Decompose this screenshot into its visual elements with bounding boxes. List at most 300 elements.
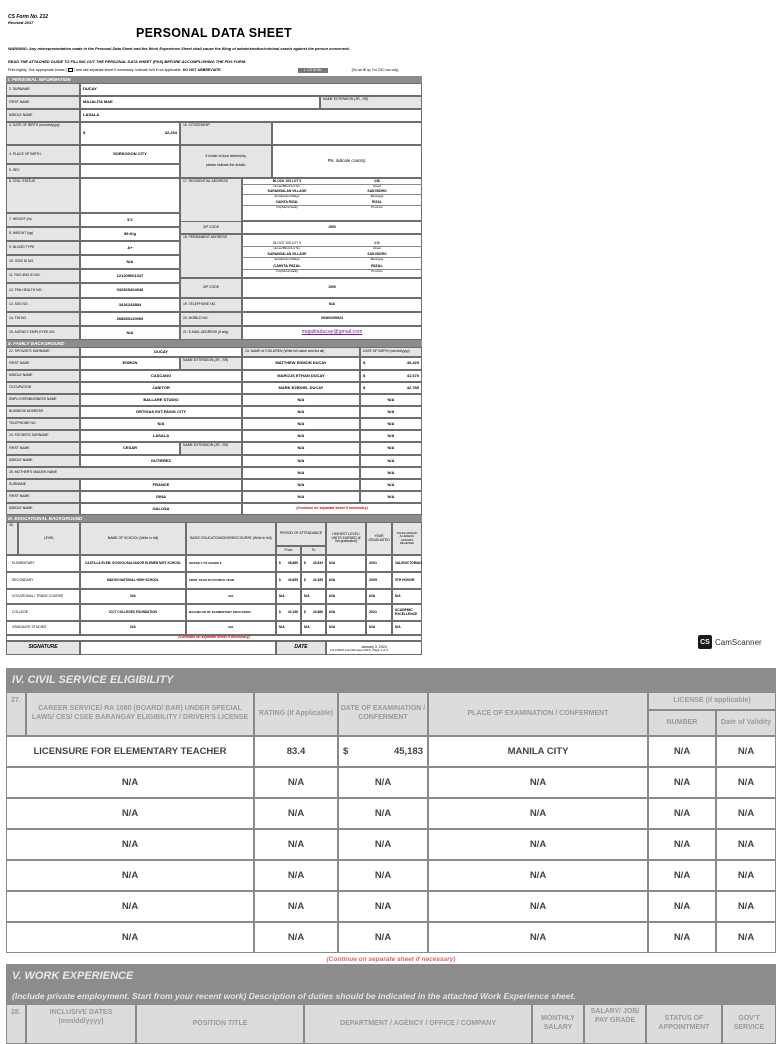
country-field[interactable]: Pls. indicate country:: [272, 145, 422, 178]
business-address-label: BUSINESS ADDRESS: [6, 406, 80, 418]
edu-date-value: 42,156: [287, 609, 298, 614]
cs-id-label: 1. CS ID No.: [298, 68, 328, 73]
edu-school-field[interactable]: ICCT COLLEGES FOUNDATION: [80, 604, 186, 621]
edu-honors-field[interactable]: ACADEMIC EXCELLENCE: [392, 604, 422, 621]
edu-date-currency: $: [304, 577, 306, 582]
edu-highest-field[interactable]: N/A: [326, 555, 366, 572]
father-middlename-field[interactable]: GUTIEREZ: [80, 455, 242, 467]
dual-note-1: If holder of dual citizenship,: [205, 154, 247, 159]
cse-number-field[interactable]: N/A: [648, 891, 716, 922]
cse-license-header: LICENSE (if applicable): [648, 692, 776, 710]
cse-number-header: NUMBER: [648, 710, 716, 736]
cse-place-field[interactable]: N/A: [428, 767, 648, 798]
cse-date-field[interactable]: [338, 767, 428, 798]
gsis-field[interactable]: N/A: [80, 255, 180, 269]
edu-school-field[interactable]: N/A: [80, 621, 186, 635]
child-name-field[interactable]: N/A: [242, 394, 360, 406]
work-salary-header: MONTHLY SALARY: [532, 1004, 584, 1044]
res-zip-field[interactable]: 1900: [242, 221, 422, 234]
spouse-firstname-label: FIRST NAME: [6, 357, 80, 370]
work-dept-header: DEPARTMENT / AGENCY / OFFICE / COMPANY: [304, 1004, 532, 1044]
father-surname-field[interactable]: LASALA: [80, 430, 242, 442]
spouse-telephone-field[interactable]: N/A: [80, 418, 242, 430]
edu-school-field[interactable]: CASTILLA ELEM. SCHOOL/SALVADOR ELEMENTARY SCHOOL: [80, 555, 186, 572]
cse-career-field[interactable]: N/A: [6, 829, 254, 860]
edu-year-field[interactable]: 2005: [366, 572, 392, 589]
mother-firstname-field[interactable]: GINA: [80, 491, 242, 503]
father-middlename-label: MIDDLE NAME: [6, 455, 80, 467]
print-note-2: ) and use separate sheet if necessary. Indicate N/A if not applicable.: [73, 68, 182, 72]
cse-career-field[interactable]: N/A: [6, 922, 254, 953]
weight-label: 8. WEIGHT (kg): [6, 227, 80, 241]
edu-period-header: PERIOD OF ATTENDANCE: [276, 522, 326, 546]
cse-place-field[interactable]: N/A: [428, 891, 648, 922]
edu-level-label: COLLEGE: [6, 604, 80, 621]
children-label: 23. NAME of CHILDREN (Write full name and list all): [242, 347, 360, 357]
perm-province-label: Province: [332, 269, 422, 273]
cse-validity-field[interactable]: N/A: [716, 767, 776, 798]
child-dob-field[interactable]: [360, 479, 422, 491]
cse-validity-field[interactable]: N/A: [716, 891, 776, 922]
cse-place-field[interactable]: N/A: [428, 798, 648, 829]
date-label: DATE: [276, 641, 326, 655]
perm-subdivision-label: Subdivision/Village: [242, 257, 332, 261]
cse-place-field[interactable]: MANILA CITY: [428, 736, 648, 767]
perm-zip-label: ZIP CODE: [180, 278, 242, 298]
child-name-field[interactable]: N/A: [242, 467, 360, 479]
employer-field[interactable]: BALLARE STUDIO: [80, 394, 242, 406]
mobile-field[interactable]: 09360295924: [242, 312, 422, 326]
cse-career-header: CAREER SERVICE/ RA 1080 (BOARD/ BAR) UNDER SPECIAL LAWS/ CES/ CSEE BARANGAY ELIGIBILITY / DRIVER'S LICENSE: [26, 692, 254, 736]
tick-box-icon: [68, 68, 73, 72]
cs-use-note: (Do not fill up. For CSC use only): [351, 68, 399, 72]
philhealth-label: 12. PHILHEALTH NO.: [6, 283, 80, 298]
cse-rating-field[interactable]: N/A: [254, 829, 338, 860]
edu-honors-header: SCHOLARSHIP/ ACADEMIC HONORS RECEIVED: [392, 522, 422, 555]
spouse-firstname-field[interactable]: EDMON: [80, 357, 180, 370]
date-field[interactable]: January 3, 2024: [326, 641, 422, 655]
family-continue-note: (Continue on separate sheet if necessary): [242, 503, 422, 515]
cse-career-field[interactable]: N/A: [6, 891, 254, 922]
edu-year-field[interactable]: 2001: [366, 555, 392, 572]
cse-place-header: PLACE OF EXAMINATION / CONFERMENT: [428, 692, 648, 736]
cse-number-field[interactable]: N/A: [648, 767, 716, 798]
edu-date-currency: $: [279, 560, 281, 565]
telephone-field[interactable]: N/A: [242, 298, 422, 312]
form-code-block: [8, 15, 48, 25]
edu-to-field[interactable]: [301, 621, 326, 635]
child-name-field[interactable]: MARK EZEKIEL DUCAY: [242, 382, 360, 394]
edu-level-header: LEVEL: [18, 522, 80, 555]
philhealth-field[interactable]: 032529204946: [80, 283, 180, 298]
cse-validity-field[interactable]: N/A: [716, 798, 776, 829]
res-subdivision: KARANGALAN VILLAGE: [267, 189, 307, 193]
cse-date-field[interactable]: [338, 922, 428, 953]
work-status-header: STATUS OF APPOINTMENT: [646, 1004, 722, 1044]
occupation-field[interactable]: JANITOR: [80, 382, 242, 394]
res-city: CAINTA RIZAL: [275, 200, 299, 204]
pob-label: 4. PLACE OF BIRTH: [6, 145, 80, 164]
perm-barangay: SAN ISIDRO: [367, 252, 387, 256]
cse-date-field[interactable]: [338, 860, 428, 891]
sss-label: 13. SSS NO.: [6, 298, 80, 312]
cse-number-field[interactable]: N/A: [648, 922, 716, 953]
child-dob-value: N/A: [387, 432, 395, 438]
child-dob-field[interactable]: [360, 394, 422, 406]
cse-date-field[interactable]: [338, 891, 428, 922]
res-house: BLOCK 105 LOT 9: [272, 179, 302, 183]
surname-field[interactable]: DUCAY: [80, 83, 422, 96]
cse-rating-field[interactable]: N/A: [254, 891, 338, 922]
spouse-name-ext-label: NAME EXTENSION (JR., SR): [180, 357, 242, 370]
father-firstname-label: FIRST NAME: [6, 442, 80, 455]
edu-date-currency: $: [304, 609, 306, 614]
warning-text: WARNING: Any misrepresentation made in the Personal Data Sheet and the Work Experience Sheet shall cause the filing of administrative/criminal case/s against the person concerned.: [8, 46, 350, 51]
edu-school-header: NAME OF SCHOOL (Write in full): [80, 522, 186, 555]
cse-number-field[interactable]: N/A: [648, 829, 716, 860]
child-dob-value: N/A: [387, 445, 395, 451]
edu-honors-field[interactable]: 5TH HONOR: [392, 572, 422, 589]
cse-rating-field[interactable]: N/A: [254, 922, 338, 953]
edu-date-value: 43,866: [312, 609, 323, 614]
cse-career-field[interactable]: LICENSURE FOR ELEMENTARY TEACHER: [6, 736, 254, 767]
cse-date-header: DATE OF EXAMINATION / CONFERMENT: [338, 692, 428, 736]
employer-label: EMPLOYER/BUSINESS NAME: [6, 394, 80, 406]
barangay-label: Barangay: [332, 194, 422, 198]
edu-honors-field[interactable]: VALEDICTORIAN: [392, 555, 422, 572]
child-dob-field[interactable]: [360, 418, 422, 430]
spouse-middlename-label: MIDDLE NAME: [6, 370, 80, 382]
civil-status-label: 6. CIVIL STATUS: [6, 178, 80, 213]
cse-rating-field[interactable]: N/A: [254, 798, 338, 829]
child-dob-currency: $: [363, 360, 366, 366]
citizenship-field[interactable]: [272, 122, 422, 145]
edu-level-label: SECONDARY: [6, 572, 80, 589]
name-extension-label: NAME EXTENSION (JR., SR): [320, 96, 422, 109]
section-family-background: II. FAMILY BACKGROUND: [6, 340, 422, 347]
province-label: Province: [332, 205, 422, 209]
edu-course-field[interactable]: GRADE 1 TO GRADE 6: [186, 555, 276, 572]
tin-field[interactable]: 268653120000: [80, 312, 180, 326]
pob-field[interactable]: SORSOGON CITY: [80, 145, 180, 164]
cse-rating-field[interactable]: 83.4: [254, 736, 338, 767]
work-instructions: (Include private employment. Start from your recent work) Description of duties should be indicated in the attached Work Experience sheet.: [6, 988, 776, 1004]
weight-field[interactable]: 58 K/g: [80, 227, 180, 241]
edu-year-field[interactable]: 2021: [366, 604, 392, 621]
child-dob-field[interactable]: [360, 406, 422, 418]
mother-firstname-label: FIRST NAME: [6, 491, 80, 503]
child-name-field[interactable]: N/A: [242, 418, 360, 430]
child-name-field[interactable]: N/A: [242, 479, 360, 491]
edu-from-field[interactable]: [276, 572, 301, 589]
edu-school-field[interactable]: MAYON NATIONAL HIGH SCHOOL: [80, 572, 186, 589]
firstname-field[interactable]: MAJALITA MAE: [80, 96, 320, 109]
city-label: City/Municipality: [242, 205, 332, 209]
cse-rating-field[interactable]: N/A: [254, 767, 338, 798]
permanent-address-lines: [242, 234, 422, 278]
page-title: PERSONAL DATA SHEET: [136, 26, 292, 40]
height-label: 7. HEIGHT (m): [6, 213, 80, 227]
form-footer-code: CS FORM 212 (Revised 2017), Page 1 of 4: [330, 648, 388, 652]
sss-field[interactable]: 3426243884: [80, 298, 180, 312]
residential-address-lines: [242, 178, 422, 221]
perm-subdivision: KARANGALAN VILLAGE: [267, 252, 307, 256]
section-work-experience: V. WORK EXPERIENCE: [6, 964, 776, 988]
cse-validity-field[interactable]: N/A: [716, 736, 776, 767]
edu-date-value: N/A: [304, 593, 310, 598]
child-name-field[interactable]: MARCUS ETHAN DUCAY: [242, 370, 360, 382]
child-name-field[interactable]: MATTHEW EDMON DUCAY: [242, 357, 360, 370]
perm-province: RIZAL: [371, 263, 383, 268]
edu-honors-field[interactable]: N/A: [392, 621, 422, 635]
edu-year-field[interactable]: N/A: [366, 621, 392, 635]
edu-from-field[interactable]: [276, 604, 301, 621]
cse-career-field[interactable]: N/A: [6, 860, 254, 891]
firstname-label: FIRST NAME: [6, 96, 80, 109]
cse-date-field[interactable]: [338, 798, 428, 829]
cse-career-field[interactable]: N/A: [6, 798, 254, 829]
subdivision-label: Subdivision/Village: [242, 194, 332, 198]
edu-highest-field[interactable]: N/A: [326, 621, 366, 635]
edu-date-value: N/A: [279, 593, 285, 598]
dob-currency: $: [83, 130, 86, 136]
child-dob-value: N/A: [387, 493, 395, 499]
cse-date-value: N/A: [374, 839, 392, 850]
agency-employee-field[interactable]: N/A: [80, 326, 180, 340]
edu-course-field[interactable]: FIRST YEAR TO FOURTH YEAR: [186, 572, 276, 589]
edu-to-field[interactable]: [301, 572, 326, 589]
business-address-field[interactable]: ORTIGAS EXT.PASIG CITY: [80, 406, 242, 418]
perm-house-label: House/Block/Lot No.: [242, 246, 332, 250]
citizenship-label: 16. CITIZENSHIP: [180, 122, 272, 145]
child-dob-field[interactable]: [360, 442, 422, 455]
child-dob-field[interactable]: [360, 467, 422, 479]
cse-date-value: N/A: [374, 808, 392, 819]
section-educational-background: III. EDUCATIONAL BACKGROUND: [6, 515, 422, 522]
section-personal-information: I. PERSONAL INFORMATION: [6, 76, 422, 83]
edu-to-field[interactable]: [301, 555, 326, 572]
edu-date-value: 42,395: [312, 577, 323, 582]
pagibig-field[interactable]: 121209001347: [80, 269, 180, 283]
perm-barangay-label: Barangay: [332, 257, 422, 261]
section-civil-service: IV. CIVIL SERVICE ELIGIBILITY: [6, 668, 776, 692]
edu-continue-note: (Continue on separate sheet if necessary): [6, 635, 422, 641]
edu-to-field[interactable]: [301, 604, 326, 621]
child-dob-value: N/A: [387, 457, 395, 463]
child-dob-currency: $: [363, 384, 366, 390]
civil-status-field[interactable]: [80, 178, 180, 213]
child-name-field[interactable]: N/A: [242, 491, 360, 503]
child-name-field[interactable]: N/A: [242, 455, 360, 467]
father-firstname-field[interactable]: CESAR: [80, 442, 180, 455]
edu-course-field[interactable]: N/A: [186, 589, 276, 604]
camscanner-label: CamScanner: [715, 637, 762, 647]
dob-field[interactable]: [80, 122, 180, 145]
cse-career-field[interactable]: N/A: [6, 767, 254, 798]
occupation-label: OCCUPATION: [6, 382, 80, 394]
child-dob-value: N/A: [387, 396, 395, 402]
child-dob-field[interactable]: [360, 491, 422, 503]
edu-date-currency: $: [279, 577, 281, 582]
cse-date-field[interactable]: [338, 736, 428, 767]
child-name-field[interactable]: N/A: [242, 442, 360, 455]
cse-date-field[interactable]: [338, 829, 428, 860]
dual-citizenship-note: [180, 145, 272, 178]
cse-number-field[interactable]: N/A: [648, 860, 716, 891]
spouse-surname-label: 22. SPOUSE'S SURNAME: [6, 347, 80, 357]
edu-date-value: 38,869: [287, 560, 298, 565]
child-dob-field[interactable]: [360, 370, 422, 382]
permanent-address-label: 18. PERMANENT ADDRESS: [180, 234, 242, 278]
cse-date-currency: $: [343, 746, 349, 757]
cse-validity-field[interactable]: N/A: [716, 922, 776, 953]
child-dob-value: N/A: [387, 408, 395, 414]
camscanner-watermark: [698, 634, 764, 650]
form-code: CS Form No. 212: [8, 14, 49, 20]
edu-course-field[interactable]: BACHELOR OF ELEMENTARY EDUCATION: [186, 604, 276, 621]
perm-house: BLOCK 105 LOT 9: [273, 241, 301, 245]
spouse-middlename-field[interactable]: CASCANO: [80, 370, 242, 382]
cse-continue-note: (Continue on separate sheet if necessary): [6, 955, 776, 964]
signature-label: SIGNATURE: [6, 641, 80, 655]
mother-surname-label: SURNAME: [6, 479, 80, 491]
street-label: Street: [332, 184, 422, 188]
dob-value: 32,234: [164, 130, 177, 136]
perm-street: #36: [374, 241, 380, 245]
child-dob-value: 42,785: [406, 384, 419, 390]
edu-from-field[interactable]: [276, 589, 301, 604]
edu-from-field[interactable]: [276, 621, 301, 635]
cse-rating-field[interactable]: N/A: [254, 860, 338, 891]
edu-level-label: ELEMENTARY: [6, 555, 80, 572]
child-dob-field[interactable]: [360, 382, 422, 394]
edu-from-header: From: [276, 546, 301, 555]
edu-honors-field[interactable]: N/A: [392, 589, 422, 604]
mother-middlename-field[interactable]: GALOSA: [80, 503, 242, 515]
child-dob-field[interactable]: [360, 357, 422, 370]
edu-to-field[interactable]: [301, 589, 326, 604]
guide-text: READ THE ATTACHED GUIDE TO FILLING OUT THE PERSONAL DATA SHEET (PDS) BEFORE ACCOMPLISHING THE PDS FORM.: [8, 59, 247, 64]
work-dates-header: INCLUSIVE DATES (mm/dd/yyyy): [26, 1004, 136, 1044]
child-dob-value: N/A: [387, 481, 395, 487]
edu-highest-header: HIGHEST LEVEL/ UNITS EARNED (if not graduated): [326, 522, 366, 555]
edu-date-value: 40,634: [312, 560, 323, 565]
signature-field[interactable]: [80, 641, 276, 655]
spouse-telephone-label: TELEPHONE NO.: [6, 418, 80, 430]
cse-rating-header: RATING (If Applicable): [254, 692, 338, 736]
child-dob-value: 41,670: [406, 372, 419, 378]
child-name-field[interactable]: N/A: [242, 430, 360, 442]
res-barangay: SAN ISIDRO: [367, 189, 387, 193]
edu-level-label: GRADUATE STUDIES: [6, 621, 80, 635]
perm-city: CAINTA RIZAL: [273, 263, 301, 268]
dob-label: 3. DATE OF BIRTH (mm/dd/yyyy): [6, 122, 80, 145]
edu-date-value: N/A: [304, 625, 310, 630]
cse-date-value: N/A: [374, 870, 392, 881]
mobile-label: 20. MOBILE NO.: [180, 312, 242, 326]
work-position-header: POSITION TITLE: [136, 1004, 304, 1044]
cse-validity-field[interactable]: N/A: [716, 829, 776, 860]
edu-date-value: N/A: [279, 625, 285, 630]
house-label: House/Block/Lot No.: [242, 184, 332, 188]
email-label: 21. E-MAIL ADDRESS (if any): [180, 326, 242, 340]
cse-number-field[interactable]: N/A: [648, 798, 716, 829]
residential-address-label: 17. RESIDENTIAL ADDRESS: [180, 178, 242, 234]
edu-date-value: 40,695: [287, 577, 298, 582]
res-street: #36: [374, 179, 380, 183]
mother-surname-field[interactable]: FRANCE: [80, 479, 242, 491]
edu-date-currency: $: [279, 609, 281, 614]
email-field[interactable]: majalitaducay@gmail.com: [242, 326, 422, 340]
edu-highest-field[interactable]: N/A: [326, 572, 366, 589]
cse-validity-field[interactable]: N/A: [716, 860, 776, 891]
edu-from-field[interactable]: [276, 555, 301, 572]
edu-year-field[interactable]: N/A: [366, 589, 392, 604]
cse-date-value: 45,183: [393, 746, 423, 757]
res-province: RIZAL: [372, 200, 382, 204]
cse-date-value: N/A: [374, 901, 392, 912]
cse-number-field[interactable]: N/A: [648, 736, 716, 767]
sex-label: 5. SEX: [6, 164, 80, 178]
pagibig-label: 11. PAG-IBIG ID NO.: [6, 269, 80, 283]
cse-date-value: N/A: [374, 932, 392, 943]
blood-type-label: 9. BLOOD TYPE: [6, 241, 80, 255]
res-zip-label: ZIP CODE: [180, 221, 242, 234]
perm-street-label: Street: [332, 246, 422, 250]
mother-maiden-label: 25. MOTHER'S MAIDEN NAME: [6, 467, 242, 479]
edu-year-header: YEAR GRADUATED: [366, 522, 392, 555]
child-dob-value: N/A: [387, 420, 395, 426]
child-dob-value: 40,429: [406, 360, 419, 366]
middlename-label: MIDDLE NAME: [6, 109, 80, 122]
pds-page-1: [6, 14, 422, 651]
form-revised: Revised 2017: [8, 19, 34, 25]
perm-zip-field[interactable]: 1900: [242, 278, 422, 298]
camscanner-icon: CS: [698, 635, 712, 649]
sex-field[interactable]: [80, 164, 180, 178]
print-note: Print legibly. Tick appropriate boxes (: [8, 68, 67, 72]
cse-num-label: 27.: [6, 692, 26, 736]
cse-date-value: N/A: [374, 777, 392, 788]
cse-place-field[interactable]: N/A: [428, 860, 648, 891]
child-dob-field[interactable]: [360, 430, 422, 442]
children-dob-label: DATE OF BIRTH (mm/dd/yyyy): [360, 347, 422, 357]
edu-to-header: To: [301, 546, 326, 555]
edu-highest-field[interactable]: N/A: [326, 604, 366, 621]
child-name-field[interactable]: N/A: [242, 406, 360, 418]
work-grade-header: SALARY/ JOB/ PAY GRADE: [584, 1004, 646, 1044]
middlename-field[interactable]: LASALA: [80, 109, 422, 122]
child-dob-field[interactable]: [360, 455, 422, 467]
cse-place-field[interactable]: N/A: [428, 922, 648, 953]
cse-validity-header: Date of Validity: [716, 710, 776, 736]
blood-type-field[interactable]: A+: [80, 241, 180, 255]
work-num-label: 28.: [6, 1004, 26, 1044]
perm-city-label: City/Municipality: [242, 269, 332, 273]
cse-place-field[interactable]: N/A: [428, 829, 648, 860]
edu-course-header: BASIC EDUCATION/DEGREE/COURSE (Write in full): [186, 522, 276, 555]
telephone-label: 19. TELEPHONE NO.: [180, 298, 242, 312]
mother-middlename-label: MIDDLE NAME: [6, 503, 80, 515]
height-field[interactable]: 5'2: [80, 213, 180, 227]
edu-highest-field[interactable]: N/A: [326, 589, 366, 604]
edu-course-field[interactable]: N/A: [186, 621, 276, 635]
spouse-surname-field[interactable]: DUCAY: [80, 347, 242, 357]
father-name-ext-label: NAME EXTENSION (JR., SR): [180, 442, 242, 455]
edu-school-field[interactable]: N/A: [80, 589, 186, 604]
gsis-label: 10. GSIS ID NO.: [6, 255, 80, 269]
work-govt-header: GOV'T SERVICE: [722, 1004, 776, 1044]
